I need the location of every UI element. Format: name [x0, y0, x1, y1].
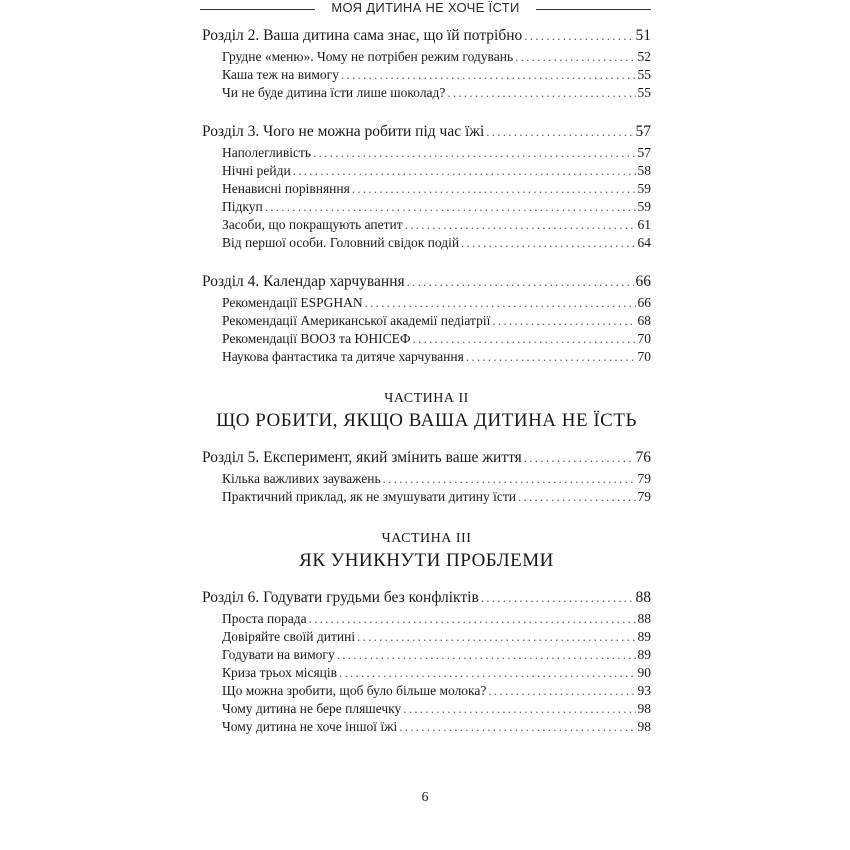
dot-leader [515, 48, 635, 66]
page-ref: 59 [637, 199, 651, 214]
page-ref: 89 [637, 647, 651, 662]
section-entry [202, 294, 651, 312]
section-title: Рекомендації Американської академії педіатрії [222, 313, 491, 328]
section-title: Підкуп [222, 199, 263, 214]
dot-leader [488, 682, 635, 700]
section-entry [202, 610, 651, 628]
page-ref: 57 [635, 123, 651, 140]
section-title: Криза трьох місяців [222, 665, 338, 680]
page-ref: 58 [637, 163, 651, 178]
chapter-4 [202, 272, 651, 366]
section-entry [202, 628, 651, 646]
page-ref: 55 [637, 85, 651, 100]
part-label: ЧАСТИНА III [381, 531, 472, 546]
section-title: Чому дитина не бере пляшечку [222, 701, 402, 716]
page-ref: 66 [635, 273, 651, 290]
section-title: Наполегливість [222, 145, 312, 160]
chapter-entry [202, 272, 651, 292]
part-3-heading [202, 530, 651, 574]
dot-leader [524, 26, 633, 46]
dot-leader [383, 470, 636, 488]
dot-leader [293, 162, 636, 180]
section-entry [202, 488, 651, 506]
section-title: Ненависні порівняння [222, 181, 350, 196]
dot-leader [486, 122, 633, 142]
section-title: Практичний приклад, як не змушувати дитину їсти [222, 489, 517, 504]
section-entry [202, 312, 651, 330]
section-entry [202, 330, 651, 348]
page-ref: 79 [637, 489, 651, 504]
section-entry [202, 718, 651, 736]
dot-leader [492, 312, 635, 330]
page-ref: 79 [637, 471, 651, 486]
dot-leader [447, 84, 635, 102]
chapter-title: Розділ 6. Годувати грудьми без конфліктів [202, 589, 479, 606]
dot-leader [481, 588, 634, 608]
section-entry [202, 234, 651, 252]
dot-leader [352, 180, 636, 198]
section-title: Чому дитина не хоче іншої їжі [222, 719, 398, 734]
page-ref: 89 [637, 629, 651, 644]
dot-leader [413, 330, 636, 348]
page-ref: 70 [637, 331, 651, 346]
chapter-6 [202, 588, 651, 736]
header-rule-right [536, 9, 651, 10]
page-ref: 70 [637, 349, 651, 364]
chapter-entry [202, 588, 651, 608]
section-entry [202, 216, 651, 234]
section-entry [202, 66, 651, 84]
page-ref: 66 [637, 295, 651, 310]
dot-leader [365, 294, 636, 312]
page-ref: 98 [637, 719, 651, 734]
part-title: ЩО РОБИТИ, ЯКЩО ВАША ДИТИНА НЕ ЇСТЬ [216, 410, 637, 431]
section-title: Наукова фантастика та дитяче харчування [222, 349, 464, 364]
section-title: Проста порада [222, 611, 307, 626]
section-entry [202, 664, 651, 682]
dot-leader [466, 348, 636, 366]
page-ref: 61 [637, 217, 651, 232]
page-number: 6 [421, 790, 429, 805]
section-title: Рекомендації ESPGHAN [222, 295, 363, 310]
page-ref: 88 [637, 611, 651, 626]
section-entry [202, 180, 651, 198]
dot-leader [341, 66, 636, 84]
page-ref: 93 [637, 683, 651, 698]
dot-leader [265, 198, 636, 216]
dot-leader [461, 234, 635, 252]
section-entry [202, 682, 651, 700]
page-ref: 55 [637, 67, 651, 82]
section-entry [202, 470, 651, 488]
dot-leader [407, 272, 634, 292]
page-ref: 90 [637, 665, 651, 680]
section-title: Що можна зробити, щоб було більше молока? [222, 683, 487, 698]
dot-leader [518, 488, 635, 506]
page-ref: 52 [637, 49, 651, 64]
part-2-heading [202, 390, 651, 434]
dot-leader [357, 628, 635, 646]
chapter-title: Розділ 3. Чого не можна робити під час їжі [202, 123, 485, 140]
page-ref: 88 [635, 589, 651, 606]
part-label: ЧАСТИНА II [384, 391, 469, 406]
page-ref: 51 [635, 27, 651, 44]
page-ref: 57 [637, 145, 651, 160]
page-ref: 59 [637, 181, 651, 196]
section-entry [202, 198, 651, 216]
section-title: Засоби, що покращують апетит [222, 217, 403, 232]
page-ref: 98 [637, 701, 651, 716]
section-entry [202, 348, 651, 366]
dot-leader [313, 144, 635, 162]
part-title: ЯК УНИКНУТИ ПРОБЛЕМИ [299, 550, 554, 571]
dot-leader [339, 664, 635, 682]
dot-leader [309, 610, 636, 628]
section-entry [202, 84, 651, 102]
section-title: Каша теж на вимогу [222, 67, 339, 82]
chapter-entry [202, 122, 651, 142]
section-title: Кілька важливих зауважень [222, 471, 381, 486]
chapter-2 [202, 26, 651, 102]
chapter-entry [202, 26, 651, 46]
dot-leader [403, 700, 635, 718]
section-title: Нічні рейди [222, 163, 291, 178]
dot-leader [405, 216, 636, 234]
chapter-title: Розділ 4. Календар харчування [202, 273, 405, 290]
page-ref: 76 [635, 449, 651, 466]
dot-leader [399, 718, 635, 736]
chapter-title: Розділ 5. Експеримент, який змінить ваше життя [202, 449, 522, 466]
page-ref: 68 [637, 313, 651, 328]
section-title: Рекомендації ВООЗ та ЮНІСЕФ [222, 331, 411, 346]
section-entry [202, 162, 651, 180]
section-entry [202, 700, 651, 718]
chapter-entry [202, 448, 651, 468]
section-title: Від першої особи. Головний свідок подій [222, 235, 460, 250]
chapter-5 [202, 448, 651, 506]
running-header [200, 0, 651, 20]
dot-leader [524, 448, 634, 468]
chapter-3 [202, 122, 651, 252]
section-title: Грудне «меню». Чому не потрібен режим годувань [222, 49, 514, 64]
section-title: Годувати на вимогу [222, 647, 335, 662]
dot-leader [337, 646, 636, 664]
table-of-contents [202, 26, 651, 736]
section-title: Чи не буде дитина їсти лише шоколад? [222, 85, 446, 100]
section-title: Довіряйте своїй дитині [222, 629, 356, 644]
section-entry [202, 144, 651, 162]
page-ref: 64 [637, 235, 651, 250]
section-entry [202, 48, 651, 66]
chapter-title: Розділ 2. Ваша дитина сама знає, що їй потрібно [202, 27, 523, 44]
running-header-title: МОЯ ДИТИНА НЕ ХОЧЕ ЇСТИ [331, 0, 520, 15]
section-entry [202, 646, 651, 664]
